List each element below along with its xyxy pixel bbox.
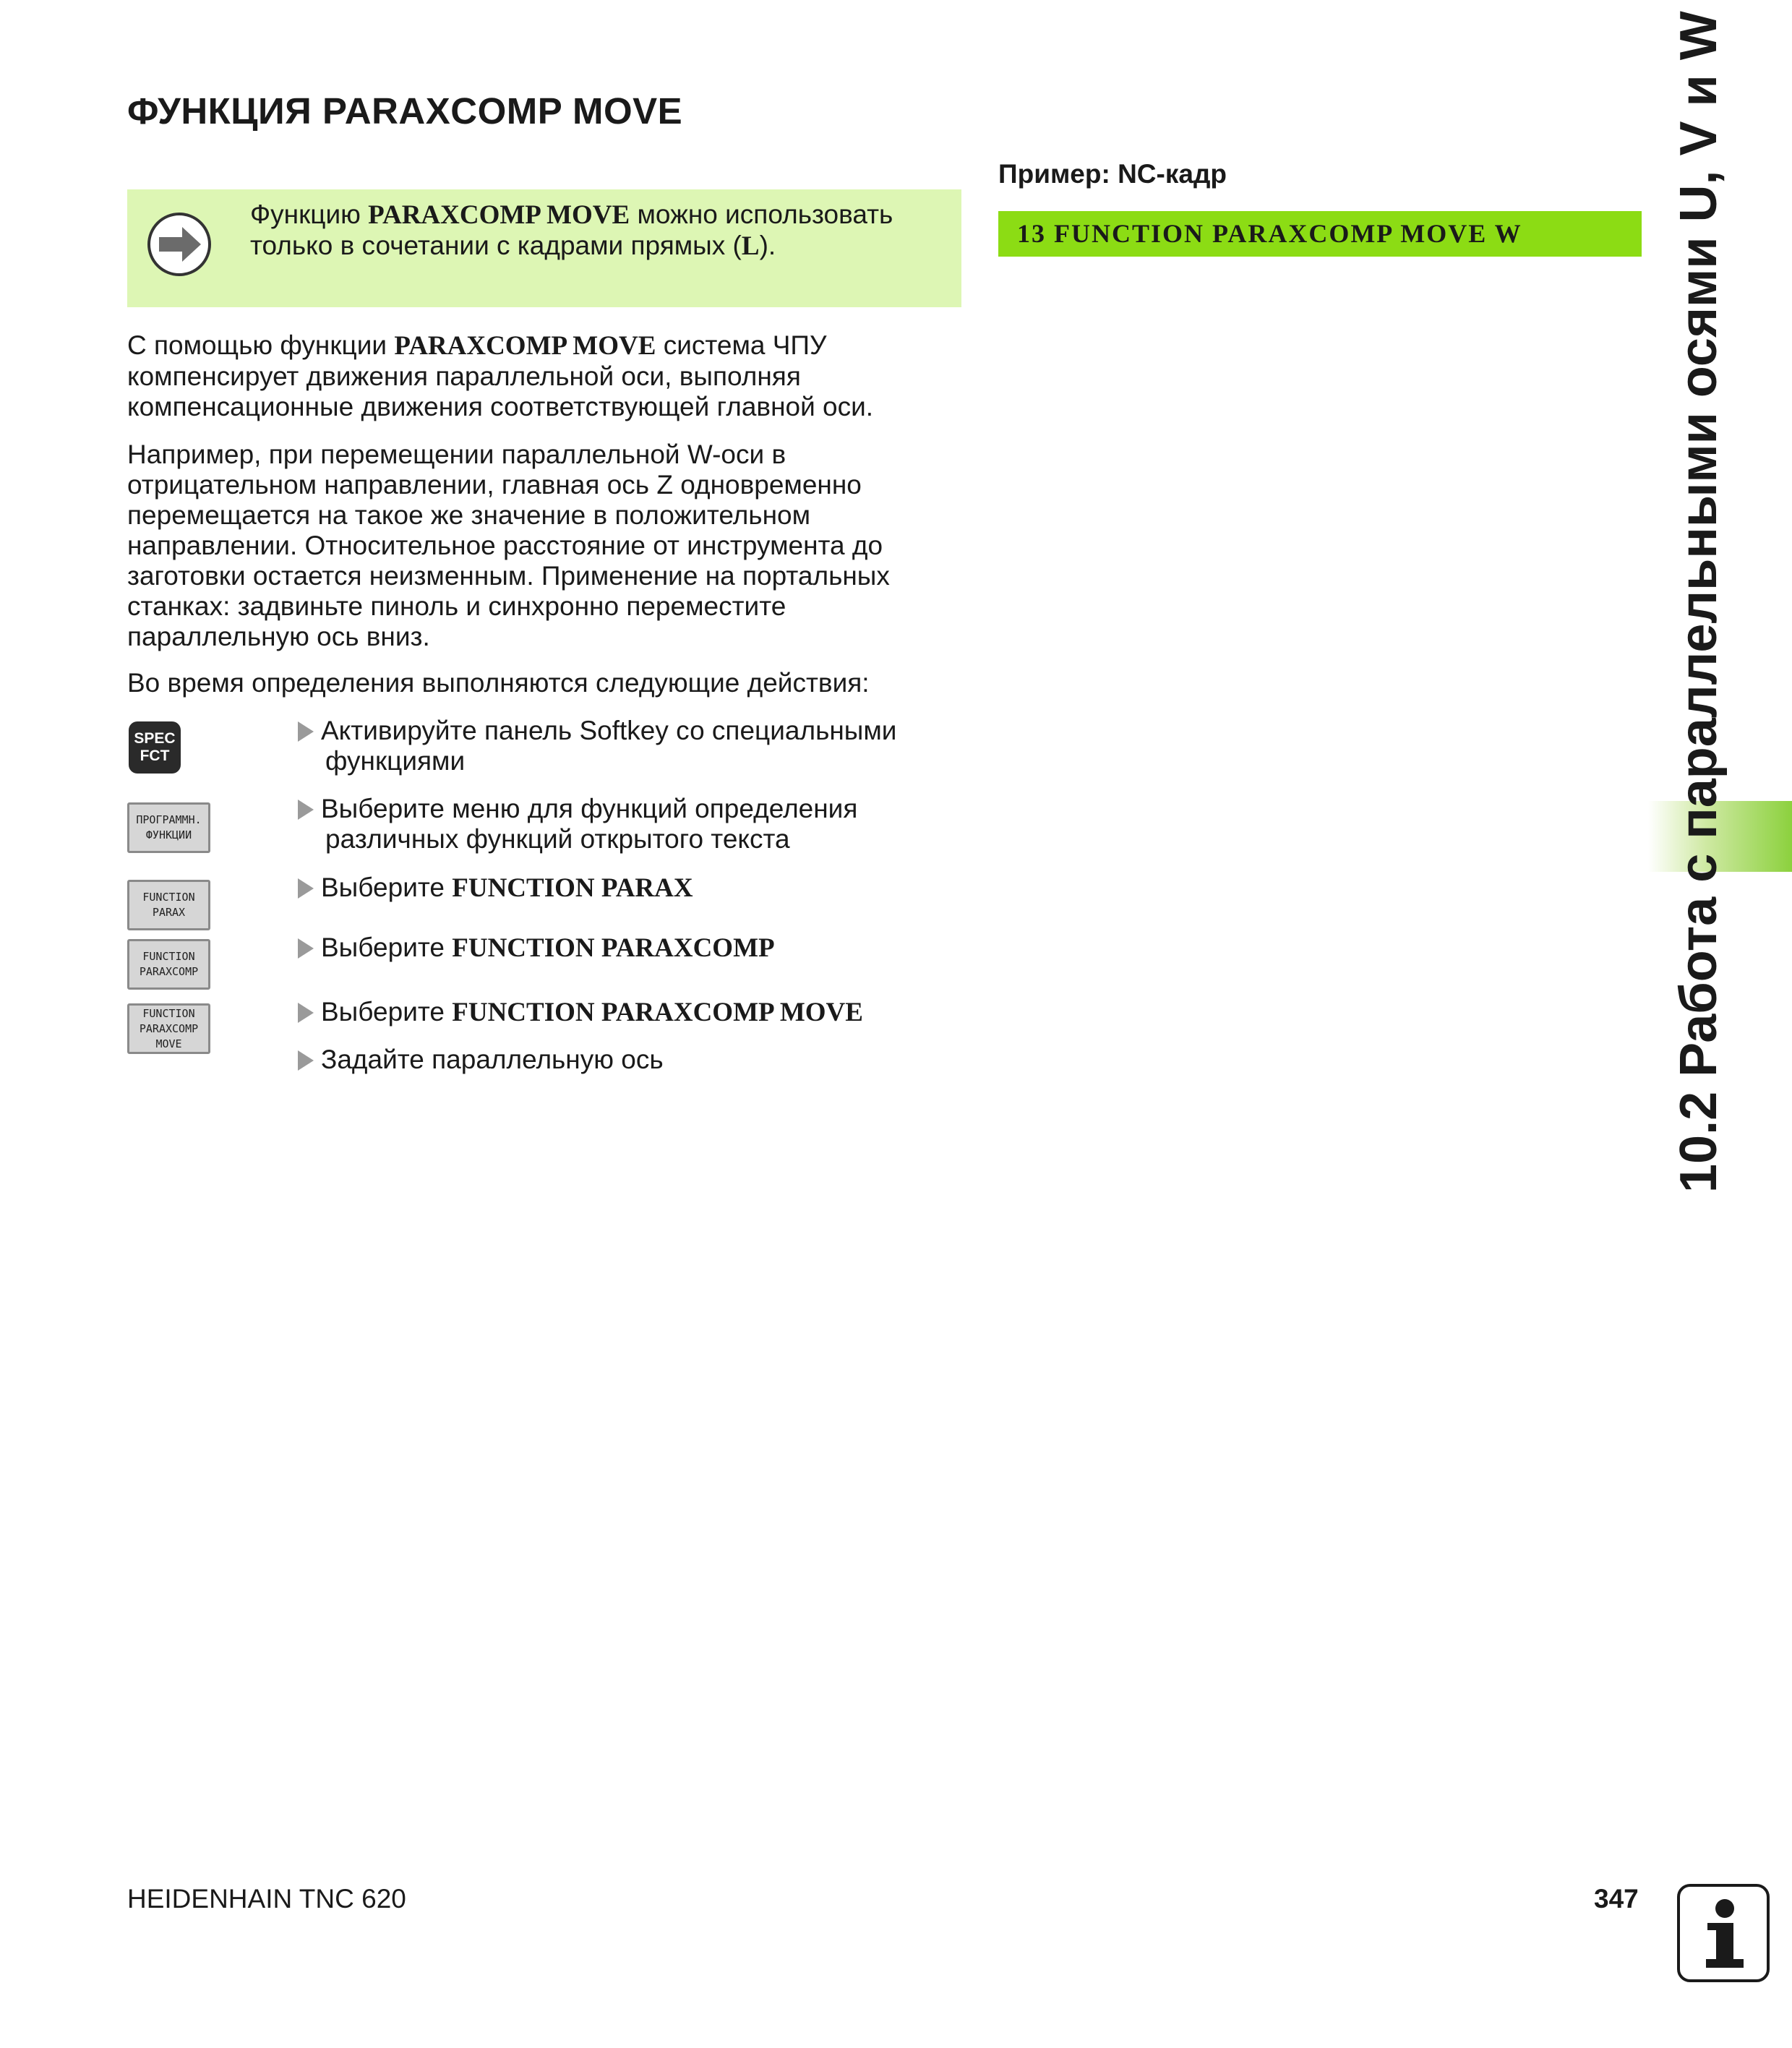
step-5: Выберите FUNCTION PARAXCOMP MOVE [298, 997, 948, 1028]
step-arrow-icon [298, 721, 314, 742]
step-arrow-icon [298, 800, 314, 820]
step-3: Выберите FUNCTION PARAX [298, 873, 948, 904]
function-paraxcomp-move-softkey[interactable]: FUNCTION PARAXCOMP MOVE [127, 1003, 210, 1054]
step-arrow-icon [298, 878, 314, 899]
page-number: 347 [1594, 1884, 1639, 1914]
note-text: Функцию PARAXCOMP MOVE можно использовать только в сочетании с кадрами прямых (L). [250, 200, 893, 261]
step-1: Активируйте панель Softkey со специальными функциями [298, 716, 948, 776]
step-arrow-icon [298, 1050, 314, 1071]
info-icon[interactable] [1677, 1884, 1770, 1982]
page-title: ФУНКЦИЯ PARAXCOMP MOVE [127, 90, 683, 132]
function-paraxcomp-softkey[interactable]: FUNCTION PARAXCOMP [127, 939, 210, 990]
section-side-title: 10.2 Работа с параллельными осями U, V и W [1670, 11, 1728, 1193]
step-6: Задайте параллельную ось [298, 1045, 948, 1075]
step-arrow-icon [298, 938, 314, 959]
step-arrow-icon [298, 1003, 314, 1023]
spec-fct-key[interactable]: SPEC FCT [129, 721, 181, 774]
paragraph-actions: Во время определения выполняются следующие действия: [127, 668, 870, 698]
paragraph-example: Например, при перемещении параллельной W-оси в отрицательном направлении, главная ось Z одновременно перемещается на такое же значение в положительном направлении. Относительное расстояние от инструмента до заготовки остается неизменным. Применение на портальных станках: задвиньте пиноль и синхронно переместите параллельную ось вниз. [127, 440, 890, 651]
example-label: Пример: NC-кадр [998, 159, 1227, 189]
paragraph-intro: С помощью функции PARAXCOMP MOVE система ЧПУ компенсирует движения параллельной оси, выполняя компенсационные движения соответствующей главной оси. [127, 330, 874, 421]
note-box [127, 189, 961, 307]
function-parax-softkey[interactable]: FUNCTION PARAX [127, 880, 210, 930]
nc-block-code: 13 FUNCTION PARAXCOMP MOVE W [1017, 219, 1522, 248]
nc-block-bar [998, 211, 1642, 257]
arrow-right-icon [147, 213, 211, 276]
step-4: Выберите FUNCTION PARAXCOMP [298, 933, 948, 964]
program-functions-softkey[interactable]: ПРОГРАММН. ФУНКЦИИ [127, 802, 210, 853]
step-2: Выберите меню для функций определения различных функций открытого текста [298, 794, 948, 854]
footer-product: HEIDENHAIN TNC 620 [127, 1884, 406, 1914]
